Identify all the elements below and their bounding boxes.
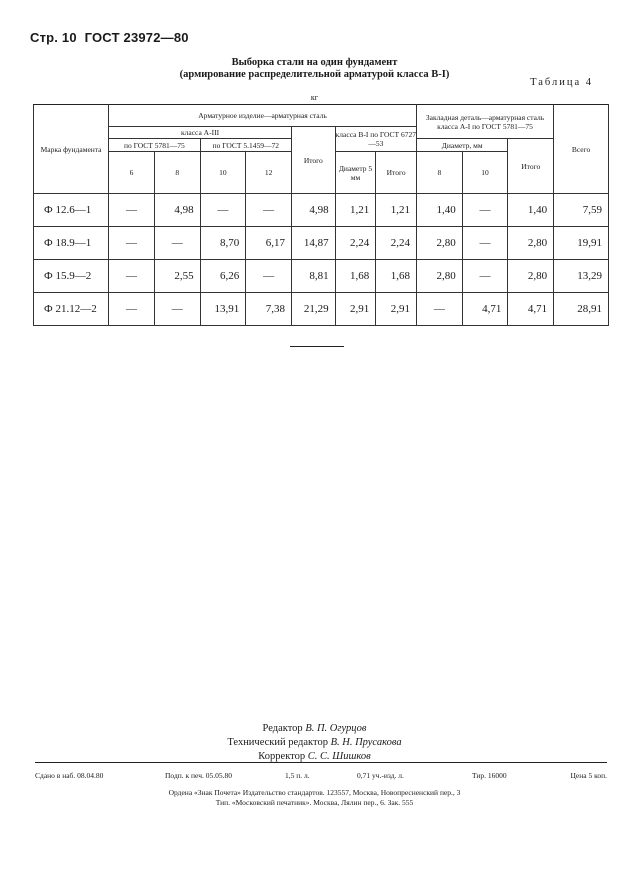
header-class-a3: класса А-III [109,127,292,139]
cell: 1,40 [508,194,554,227]
cell: 1,40 [416,194,462,227]
cell: — [109,293,155,326]
editor-name: В. П. Огурцов [305,723,367,734]
table-row [34,194,609,227]
cell: — [154,293,200,326]
row-mark: Ф 21.12—2 [34,293,109,326]
corrector-name: С. С. Шишков [307,751,371,762]
imprint-line-3: Тип. «Московский печатник». Москва, Лялин пер., 6. Зак. 555 [215,798,414,807]
imprint-price: Цена 5 коп. [570,771,607,780]
cell: — [154,227,200,260]
cell: 28,91 [554,293,609,326]
credit-editor [0,722,629,736]
imprint-line-2: Ордена «Знак Почета» Издательство стандартов. 123557, Москва, Новопресненский пер., 3 [168,788,461,797]
cell: 2,91 [335,293,376,326]
cell: — [200,194,246,227]
cell: 4,71 [508,293,554,326]
cell: 1,21 [376,194,417,227]
header-d10: 10 [200,152,246,194]
table-title: Выборка стали на один фундамент [231,57,398,68]
end-rule [290,346,344,347]
header-total-2: Итого [376,152,417,194]
table-number: Таблица 4 [530,77,593,88]
cell: — [109,194,155,227]
header-gost-5781: по ГОСТ 5781—75 [109,139,200,152]
cell: 6,17 [246,227,292,260]
tech-editor-name: В. Н. Прусакова [330,737,402,748]
cell: 2,80 [416,260,462,293]
imprint-run: Тир. 16000 [472,771,507,780]
cell: 14,87 [291,227,335,260]
cell: 2,24 [376,227,417,260]
cell: 2,80 [508,260,554,293]
cell: — [246,194,292,227]
cell: — [462,260,508,293]
header-embed-diameter: Диаметр, мм [416,139,507,152]
cell: 4,98 [154,194,200,227]
header-d8: 8 [154,152,200,194]
cell: 4,98 [291,194,335,227]
cell: 1,68 [335,260,376,293]
header-reinforcement: Арматурное изделие—арматурная сталь [109,105,417,127]
credit-tech-editor [0,736,629,750]
editor-label: Редактор [262,723,303,734]
cell: 13,29 [554,260,609,293]
imprint-sent: Сдано в наб. 08.04.80 [35,771,104,780]
header-embedded: Закладная деталь—арматурная сталь класса А-I по ГОСТ 5781—75 [416,105,553,139]
row-mark: Ф 18.9—1 [34,227,109,260]
header-class-b1: класса В-I по ГОСТ 6727—53 [335,127,416,152]
cell: 8,81 [291,260,335,293]
table-row [34,227,609,260]
imprint-pub: 0,71 уч.-изд. л. [357,771,404,780]
steel-table [33,104,609,326]
cell: 19,91 [554,227,609,260]
table-subtitle: (армирование распределительной арматурой класса В-I) [179,69,450,80]
corrector-label: Корректор [258,751,306,762]
header-diameter-5: Диаметр 5 мм [335,152,376,194]
tech-editor-label: Технический редактор [227,737,328,748]
cell: 7,38 [246,293,292,326]
cell: 6,26 [200,260,246,293]
imprint-publisher [0,788,629,808]
imprint-rule [35,762,607,763]
cell: 2,55 [154,260,200,293]
cell: — [109,260,155,293]
header-mark: Марка фундамента [34,105,109,194]
header-total-1: Итого [291,127,335,194]
cell: 2,80 [508,227,554,260]
row-mark: Ф 12.6—1 [34,194,109,227]
header-e8: 8 [416,152,462,194]
cell: 4,71 [462,293,508,326]
cell: 2,24 [335,227,376,260]
imprint-sheets: 1,5 п. л. [285,771,310,780]
header-d12: 12 [246,152,292,194]
cell: 1,68 [376,260,417,293]
header-gost-5-1459: по ГОСТ 5.1459—72 [200,139,291,152]
page-header [30,30,189,45]
row-mark: Ф 15.9—2 [34,260,109,293]
cell: 2,91 [376,293,417,326]
cell: — [462,227,508,260]
header-d6: 6 [109,152,155,194]
header-e10: 10 [462,152,508,194]
cell: — [246,260,292,293]
cell: 7,59 [554,194,609,227]
cell: 2,80 [416,227,462,260]
cell: 13,91 [200,293,246,326]
table-row [34,260,609,293]
cell: 8,70 [200,227,246,260]
cell: — [462,194,508,227]
cell: — [416,293,462,326]
credits [0,722,629,764]
header-grand-total: Всего [554,105,609,194]
standard-number: ГОСТ 23972—80 [84,30,189,45]
cell: 21,29 [291,293,335,326]
header-total-3: Итого [508,139,554,194]
unit-label: кг [310,93,319,102]
cell: — [109,227,155,260]
cell: 1,21 [335,194,376,227]
imprint-signed: Подп. к печ. 05.05.80 [165,771,232,780]
table-row [34,293,609,326]
page-number: Стр. 10 [30,30,77,45]
